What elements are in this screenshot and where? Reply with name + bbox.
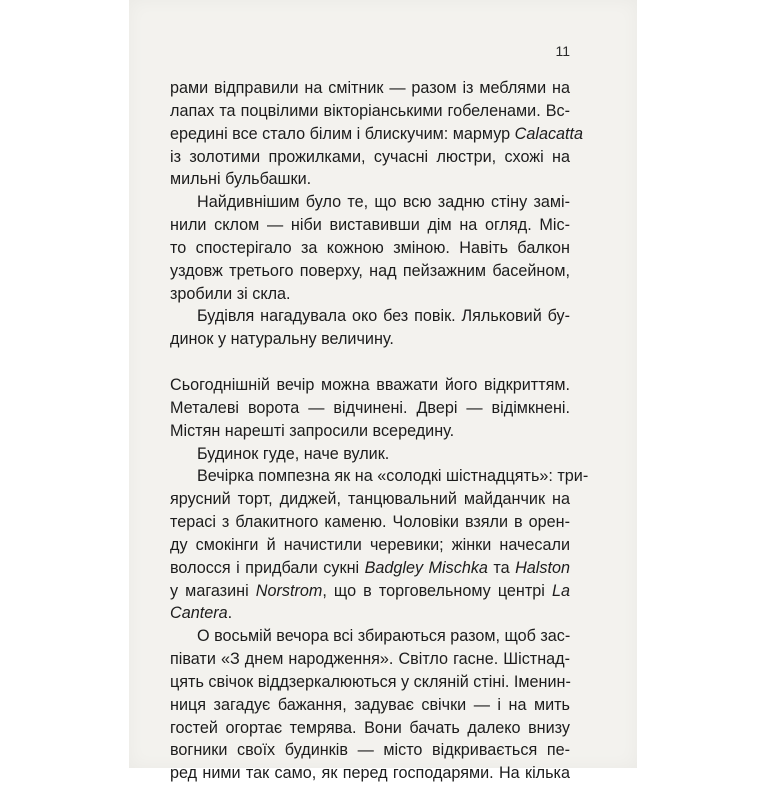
text-line: ред ними так само, як перед господарями. На кілька (170, 764, 570, 783)
text-line: із золотими прожилками, сучасні люстри, схожі на (170, 147, 570, 166)
text-line-start: у магазині (170, 581, 256, 600)
text-line: мильні бульбашки. (170, 170, 312, 189)
text-line-end: . (227, 604, 233, 623)
text-line: динок у натуральну величину. (170, 330, 394, 349)
paragraph (170, 77, 584, 191)
book-page (129, 0, 637, 783)
text-line (170, 602, 570, 625)
text-line: терасі з блакитного каменю. Чоловіки взяли в орен- (170, 513, 570, 532)
text-line (170, 580, 570, 603)
text-line: Найдивнішим було те, що всю задню стіну замі- (197, 193, 570, 212)
body-text (170, 77, 589, 785)
text-line: Металеві ворота — відчинені. Двері — відімкнені. (170, 398, 570, 417)
paragraph (170, 443, 570, 466)
brand-name-halston: Halston (515, 558, 570, 577)
text-line: рами відправили на смітник — разом із меблями на (170, 79, 570, 97)
text-line: Будівля нагадувала око без повік. Ляльковий бу- (197, 307, 570, 326)
text-line: то спостерігало за кожною зміною. Навіть балкон (170, 238, 570, 257)
paragraph (170, 625, 570, 785)
text-line: Будинок гуде, наче вулик. (197, 444, 390, 463)
text-line: нили склом — ніби виставивши дім на огляд. Міс- (170, 216, 570, 235)
text-line: ниця загадує бажання, задуває свічки — і на мить (170, 695, 570, 714)
paragraph (170, 191, 570, 305)
text-line: Вечірка помпезна як на «солодкі шістнадцять»: три- (197, 467, 589, 486)
text-line: зробили зі скла. (170, 284, 291, 303)
section-break (170, 351, 570, 374)
page-number: 11 (555, 43, 570, 59)
text-line (170, 123, 584, 146)
text-line: гостей огортає темрява. Вони бачать далеко внизу (170, 718, 570, 737)
text-line-mid: , що в торговельному центрі (322, 581, 552, 600)
text-line-start: ередині все стало білим і блискучим: мармур (170, 124, 515, 143)
paragraph (170, 465, 589, 625)
text-line: цять свічок віддзеркалюються у скляній стіні. Іменин- (170, 672, 571, 691)
brand-name-badgley-mischka: Badgley Mischka (364, 558, 488, 577)
text-line: півати «З днем народження». Світло гасне. Шістнад- (170, 650, 570, 669)
text-line: ду смокінги й начистили черевики; жінки начесали (170, 535, 570, 554)
text-line: ярусний торт, диджей, танцювальний майданчик на (170, 490, 570, 509)
text-line: О восьмій вечора всі збираються разом, щоб зас- (197, 627, 571, 646)
text-line: лапах та поцвілими вікторіанськими гобеленами. Вс- (170, 101, 570, 120)
text-line-start: волосся і придбали сукні (170, 558, 365, 577)
text-line: Сьогоднішній вечір можна вважати його відкриттям. (170, 375, 570, 394)
text-line: Містян нарешті запросили всередину. (170, 421, 455, 440)
mall-name-la: La (551, 581, 570, 600)
paragraph (170, 305, 570, 351)
mall-name-cantera: Cantera (170, 604, 228, 623)
store-name-norstrom: Norstrom (255, 581, 323, 600)
text-line-mid: та (487, 558, 516, 577)
text-line: вогники своїх будинків — місто відкривається пе- (170, 741, 570, 760)
brand-name-calacatta: Calacatta (514, 124, 584, 143)
text-line: уздовж третього поверху, над пейзажним басейном, (170, 261, 570, 280)
paragraph (170, 374, 570, 443)
text-line (170, 557, 570, 580)
